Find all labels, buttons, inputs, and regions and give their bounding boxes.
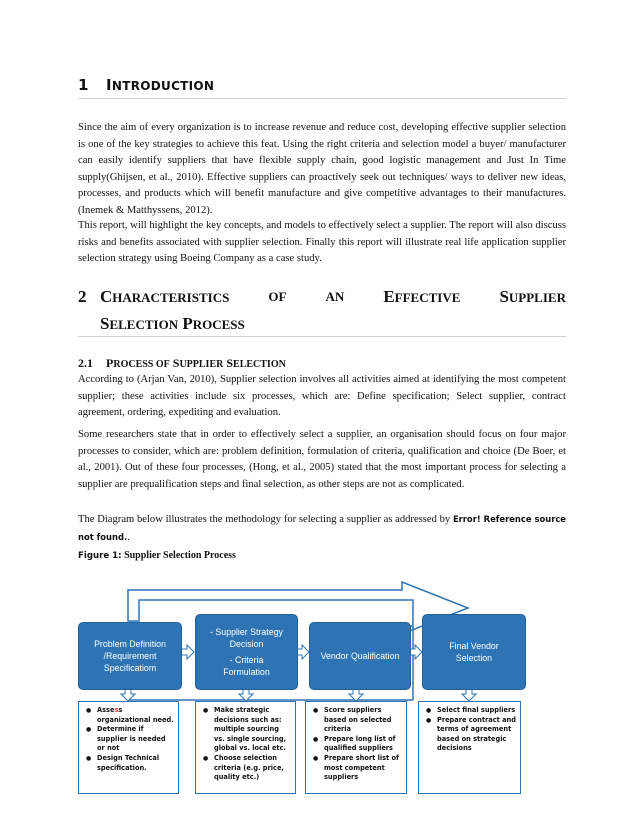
detail-item: ● Assess organizational need. (97, 706, 174, 725)
step-label-line: Final Vendor (449, 641, 499, 651)
detail-item: ● Prepare contract and terms of agreement based on strategic decisions (437, 716, 516, 754)
step-label-line: Specificatiom (103, 663, 157, 673)
detail-item: ● Prepare short list of most competent suppliers (324, 754, 402, 783)
paragraph-end: . (127, 531, 130, 543)
heading-cap: I (106, 76, 112, 94)
step-label-line: /Requirement (103, 651, 157, 661)
heading-word: P (182, 314, 193, 333)
step-detail-list (305, 701, 407, 794)
heading-word: S (226, 356, 234, 370)
heading-word: UPPLIER (508, 290, 566, 305)
heading-word: ELECTION (109, 317, 179, 332)
figure-title: Supplier Selection Process (124, 550, 236, 561)
heading-word: E (383, 287, 395, 306)
intro-paragraph-2: This report, will highlight the key concepts, and models to effectively select a supplier. The report will also discuss risks and benefits associated with supplier selection. Finally this report will illustrate real life application supplier selection strategy using Boeing Company as a case study. (78, 220, 566, 265)
supplier-strategy-box (195, 614, 298, 690)
paragraph-text: The Diagram below illustrates the methodology for selecting a supplier as addressed by (78, 514, 451, 525)
heading-word: AN (325, 289, 345, 304)
step-label-line: - Supplier Strategy (210, 627, 283, 637)
step-label-line: Selection (455, 653, 493, 663)
step-label-line: Problem Definition (94, 639, 166, 649)
heading-word: ROCESS (192, 317, 245, 332)
heading-word: S (100, 314, 110, 333)
detail-item: ● Choose selection criteria (e.g. price, quality etc.) (214, 754, 291, 783)
heading-word: P (106, 356, 114, 370)
detail-item: ● Make strategic decisions such as: multiple sourcing vs. single sourcing, global vs. local etc. (214, 706, 291, 754)
step-label-line: Vendor Qualification (320, 651, 400, 661)
heading-word: FFECTIVE (394, 290, 461, 305)
heading-word: ROCESS OF (113, 359, 170, 370)
process-paragraph-1: According to (Arjan Van, 2010), Supplier selection involves all activities aimed at identifying the most competent supplier; these activities include six processes, which are: Define specification; Select supplier, contract agreement, ordering, expediting and evaluation. (78, 374, 566, 419)
step-detail-list (78, 701, 179, 794)
step-label-line: Decision (229, 639, 264, 649)
heading-word: C (100, 287, 113, 306)
figure-label: Figure 1: (78, 551, 122, 561)
heading-word: UPPLIER (179, 359, 224, 370)
intro-paragraph-1: Since the aim of every organization is to increase revenue and reduce cost, developing effective supplier selection is one of the key strategies to achieve this feat. Using the right criteria and selection model a buyer/ manufacturer can easily identify suppliers that have flexible supply chain, good logistic management and Just In Time supply(Ghijsen, et al., 2010). Effective suppliers can proactively seek out techniques/ ways to deliver new ideas, processes, and products which will benefit manufacture and give competitive advantages to their manufactures. (Inemek & Matthyssens, 2012). (78, 122, 566, 216)
section-number: 2.1 (78, 356, 93, 370)
step-label-line: - Criteria (229, 655, 264, 665)
detail-item: ● Score suppliers based on selected criteria (324, 706, 402, 735)
detail-item: ● Prepare long list of qualified suppliers (324, 735, 402, 754)
final-vendor-selection-box (422, 614, 526, 690)
heading-word: S (499, 287, 509, 306)
process-paragraph-2: Some researchers state that in order to effectively select a supplier, an organisation should focus on four major processes to consider, which are: problem definition, formulation of criteria, qualification and choice (De Boer, et al., 2001). Out of these four processes, (Hong, et al., 2005) stated that the most important process for selecting a supplier are prequalification steps and final selection, as other steps are not as complicated. (78, 429, 566, 490)
problem-definition-box (78, 622, 182, 690)
heading-word: ELECTION (233, 359, 286, 370)
section-number: 1 (78, 76, 89, 94)
heading-word: OF (268, 289, 287, 304)
section-number: 2 (78, 287, 87, 306)
detail-item: ● Design Technical specification. (97, 754, 174, 773)
heading-rest: NTRODUCTION (111, 79, 215, 93)
detail-item: ● Determine if supplier is needed or not (97, 725, 174, 754)
detail-item: ● Select final suppliers (437, 706, 516, 716)
heading-word: HARACTERISTICS (112, 290, 230, 305)
reference-error: Error! Reference source not found. (78, 514, 566, 542)
step-detail-list (418, 701, 521, 794)
vendor-qualification-box (309, 622, 411, 690)
step-detail-list (195, 701, 296, 794)
step-label-line: Formulation (223, 667, 270, 677)
heading-word: S (172, 356, 180, 370)
